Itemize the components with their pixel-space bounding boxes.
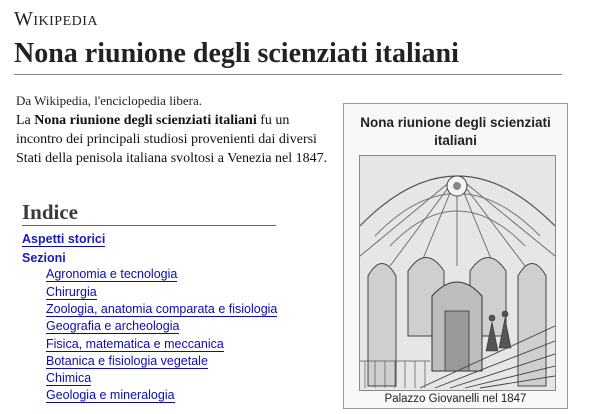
infobox-title: Nona riunione degli scienziati italiani (360, 115, 551, 148)
toc-title: Indice (22, 200, 79, 224)
toc-subitem[interactable]: Geologia e mineralogia (46, 388, 175, 402)
page-title: Nona riunione degli scienziati italiani (14, 38, 459, 69)
toc-item-sezioni[interactable]: Sezioni (22, 251, 66, 265)
intro-paragraph (16, 111, 334, 168)
toc-divider (22, 225, 276, 226)
intro-bold-title: Nona riunione degli scienziati italiani (34, 113, 257, 128)
engraving-drawing (360, 156, 555, 390)
toc-subitem[interactable]: Botanica e fisiologia vegetale (46, 354, 208, 368)
wikipedia-wordmark[interactable]: Wikipedia (14, 8, 99, 30)
toc-subitem[interactable]: Chirurgia (46, 285, 97, 299)
palazzo-engraving-image[interactable] (359, 155, 556, 391)
toc-subitem[interactable]: Fisica, matematica e meccanica (46, 337, 224, 351)
infobox (343, 103, 568, 409)
intro-rest: fu un incontro dei principali studiosi provenienti dai diversi Stati della penisola italiana svoltosi a Venezia nel 1847. (16, 113, 328, 166)
intro-prefix: La (16, 113, 35, 128)
infobox-caption: Palazzo Giovanelli nel 1847 (384, 393, 527, 405)
toc-subitem[interactable]: Chimica (46, 371, 92, 385)
title-divider (14, 74, 562, 75)
from-line: Da Wikipedia, l'enciclopedia libera. (16, 93, 203, 108)
toc-subitem[interactable]: Geografia e archeologia (46, 319, 180, 333)
toc-subitem[interactable]: Agronomia e tecnologia (46, 267, 178, 281)
toc-item-aspetti-storici[interactable]: Aspetti storici (22, 232, 106, 246)
toc-subitem[interactable]: Zoologia, anatomia comparata e fisiologia (46, 302, 278, 316)
